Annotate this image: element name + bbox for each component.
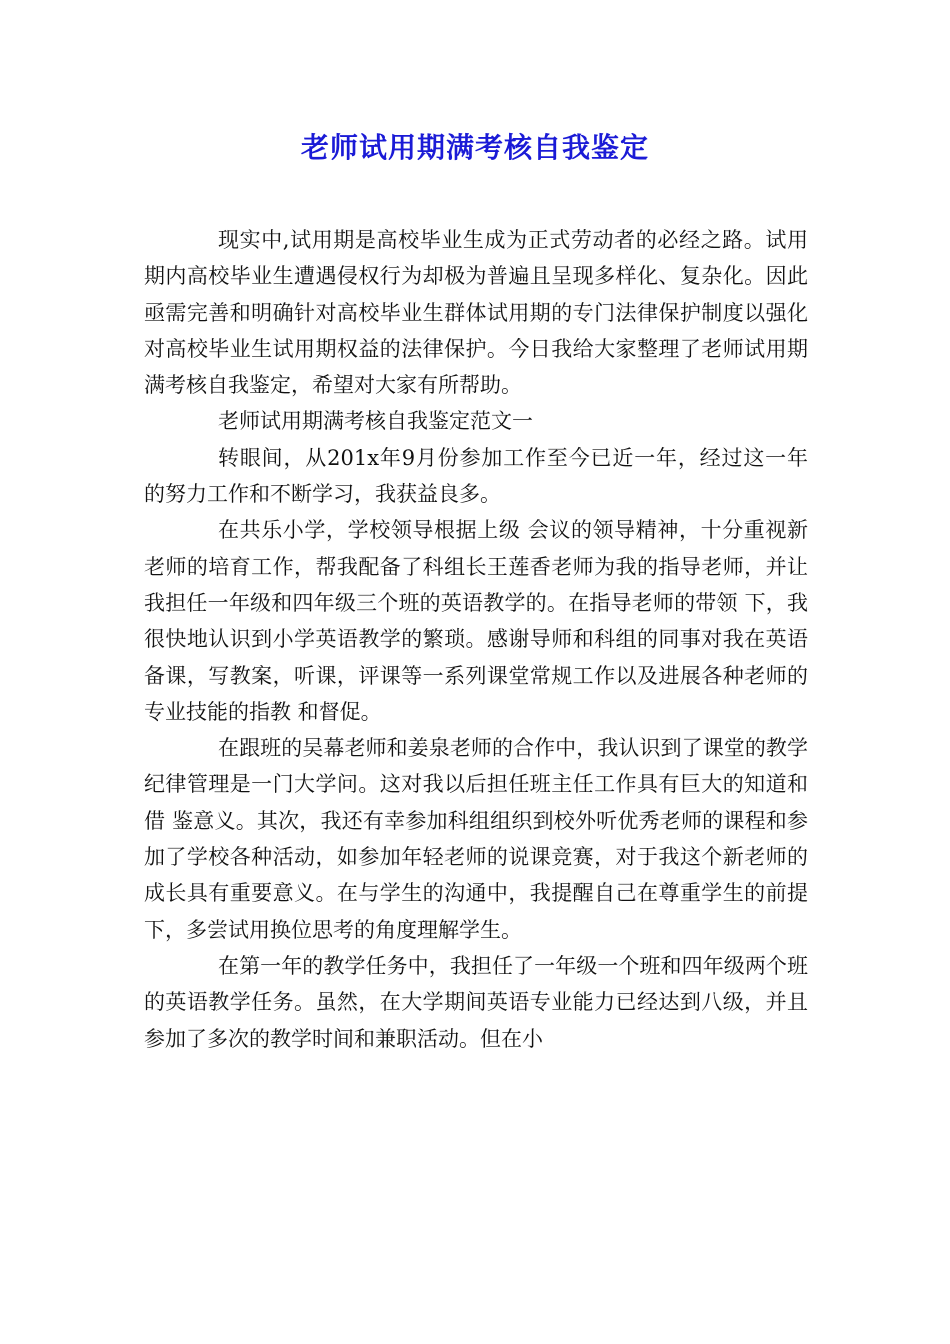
paragraph: 在跟班的吴幕老师和姜泉老师的合作中，我认识到了课堂的教学纪律管理是一门大学问。这对我以后担任班主任工作具有巨大的知道和借 鉴意义。其次，我还有幸参加科组组织到校外听优秀老师的课程和参加了学校各种活动，如参加年轻老师的说课竞赛，对于我这个新老师的成长具有重要意义。在与学生的沟通中，我提醒自己在尊重学生的前提下，多尝试用换位思考的角度理解学生。 xyxy=(144,736,808,942)
paragraph: 转眼间，从201x年9月份参加工作至今已近一年，经过这一年的努力工作和不断学习，我获益良多。 xyxy=(144,445,808,507)
document-body xyxy=(144,222,808,1057)
paragraph: 在共乐小学，学校领导根据上级 会议的领导精神，十分重视新老师的培育工作，帮我配备了科组长王莲香老师为我的指导老师，并让我担任一年级和四年级三个班的英语教学的。在指导老师的带领 下，我很快地认识到小学英语教学的繁琐。感谢导师和科组的同事对我在英语备课，写教案，听课，评课等一系列课堂常规工作以及进展各种老师的专业技能的指教 和督促。 xyxy=(144,518,808,724)
paragraph: 在第一年的教学任务中，我担任了一年级一个班和四年级两个班的英语教学任务。虽然，在大学期间英语专业能力已经达到八级，并且参加了多次的教学时间和兼职活动。但在小 xyxy=(144,953,808,1051)
paragraph-intro: 现实中,试用期是高校毕业生成为正式劳动者的必经之路。试用期内高校毕业生遭遇侵权行为却极为普遍且呈现多样化、复杂化。因此亟需完善和明确针对高校毕业生群体试用期的专门法律保护制度以强化对高校毕业生试用期权益的法律保护。今日我给大家整理了老师试用期满考核自我鉴定，希望对大家有所帮助。 xyxy=(144,228,808,398)
document-title: 老师试用期满考核自我鉴定 xyxy=(300,131,649,164)
paragraph-section-heading: 老师试用期满考核自我鉴定范文一 xyxy=(218,409,533,434)
